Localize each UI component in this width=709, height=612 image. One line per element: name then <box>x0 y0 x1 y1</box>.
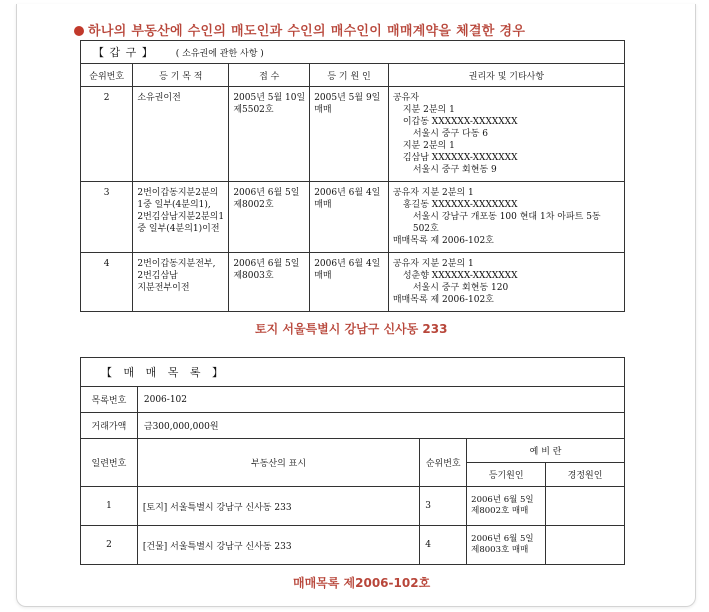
header-receipt: 접 수 <box>229 64 310 87</box>
price-value: 금300,000,000원 <box>137 413 624 439</box>
cell-line: 제8003호 <box>233 271 274 281</box>
rights-line: 공유자 지분 2분의 1 <box>392 259 474 269</box>
table-row <box>81 526 625 565</box>
header-reserve: 예 비 란 <box>467 439 625 463</box>
item-serial: 2 <box>81 526 138 565</box>
cell-line: 제8002호 <box>233 200 274 210</box>
cell-line: 매매 <box>314 200 332 210</box>
table-row <box>81 182 625 253</box>
cell-receipt <box>229 182 310 253</box>
item-serial: 1 <box>81 487 138 526</box>
cell-purpose <box>133 182 229 253</box>
table-row <box>81 487 625 526</box>
rights-line: 이갑동 XXXXXX-XXXXXXX <box>402 117 518 127</box>
cell-line: 2005년 5월 9일 <box>314 93 381 103</box>
sale-list-title: 【 매 매 목 록 】 <box>101 366 227 379</box>
header-serial: 일련번호 <box>81 439 138 487</box>
cell-line: 2번김삼남지분2분의1 <box>137 212 225 222</box>
rights-line: 매매목록 제 2006-102호 <box>392 236 494 246</box>
rights-line: 서울시 중구 회현동 120 <box>412 283 509 293</box>
cell-purpose <box>133 87 229 182</box>
price-label: 거래가액 <box>81 413 138 439</box>
header-sale-rank: 순위번호 <box>420 439 467 487</box>
cell-rank: 4 <box>81 253 133 312</box>
list-number-label: 목록번호 <box>81 387 138 413</box>
sale-list-table <box>80 357 625 565</box>
cell-receipt <box>229 253 310 312</box>
item-correction <box>546 526 625 565</box>
cell-line: 2005년 5월 10일 <box>233 93 306 103</box>
cell-line: 매매 <box>314 271 332 281</box>
cell-purpose <box>133 253 229 312</box>
section-heading <box>74 20 525 39</box>
sale-list-title-row <box>81 358 625 387</box>
cell-rank: 2 <box>81 87 133 182</box>
cell-line: 매매 <box>314 105 332 115</box>
cell-rights <box>388 253 624 312</box>
rights-line: 매매목록 제 2006-102호 <box>392 295 494 305</box>
section-heading-text: 하나의 부동산에 수인의 매도인과 수인의 매수인이 매매계약을 체결한 경우 <box>88 24 526 39</box>
cell-line: 제8003호 매매 <box>471 545 529 555</box>
cell-rank: 3 <box>81 182 133 253</box>
list-number-value: 2006-102 <box>137 387 624 413</box>
gap-gu-table <box>80 40 625 312</box>
item-property: [토지] 서울특별시 강남구 신사동 233 <box>137 487 419 526</box>
cell-line: 2번김삼남 <box>137 271 178 281</box>
header-correction: 경정원인 <box>546 463 625 487</box>
rights-line: 홍길동 XXXXXX-XXXXXXX <box>402 200 518 210</box>
item-rank: 3 <box>420 487 467 526</box>
header-cause: 등 기 원 인 <box>310 64 389 87</box>
cell-line: 2006년 6월 5일 <box>471 534 534 544</box>
rights-line: 공유자 <box>392 93 419 103</box>
rights-line: 지분 2분의 1 <box>402 105 455 115</box>
item-correction <box>546 487 625 526</box>
item-cause <box>467 487 546 526</box>
rights-line: 서울시 강남구 개포동 100 현대 1차 아파트 5동 <box>412 212 601 222</box>
header-rank: 순위번호 <box>81 64 133 87</box>
cell-line: 제5502호 <box>233 105 274 115</box>
cell-line: 중 일부(4분의1)이전 <box>137 224 220 234</box>
cell-line: 2번이갑동지분2분의 <box>137 188 219 198</box>
land-caption: 토지 서울특별시 강남구 신사동 233 <box>255 322 448 336</box>
sale-header-row <box>81 439 625 463</box>
header-purpose: 등 기 목 적 <box>133 64 229 87</box>
cell-rights <box>388 87 624 182</box>
item-rank: 4 <box>420 526 467 565</box>
cell-line: 제8002호 매매 <box>471 506 529 516</box>
header-rights: 권리자 및 기타사항 <box>388 64 624 87</box>
cell-line: 1중 일부(4분의1), <box>137 200 211 210</box>
header-property: 부동산의 표시 <box>137 439 419 487</box>
rights-line: 서울시 중구 회현동 9 <box>412 165 497 175</box>
table-row <box>81 253 625 312</box>
rights-line: 공유자 지분 2분의 1 <box>392 188 474 198</box>
cell-line: 2006년 6월 4일 <box>314 188 381 198</box>
header-reg-cause: 등기원인 <box>467 463 546 487</box>
cell-cause <box>310 87 389 182</box>
bullet-dot-icon <box>74 26 84 36</box>
gap-gu-title-row <box>81 41 625 64</box>
cell-cause <box>310 253 389 312</box>
rights-line: 김삼남 XXXXXX-XXXXXXX <box>402 153 518 163</box>
table-row <box>81 87 625 182</box>
gap-gu-title: 【 갑 구 】 <box>93 46 154 59</box>
cell-line: 지분전부이전 <box>137 283 190 293</box>
cell-rights <box>388 182 624 253</box>
price-row <box>81 413 625 439</box>
gap-gu-header-row <box>81 64 625 87</box>
sale-list-caption: 매매목록 제2006-102호 <box>293 576 431 590</box>
rights-line: 지분 2분의 1 <box>402 141 455 151</box>
cell-cause <box>310 182 389 253</box>
cell-line: 2번이갑동지분전부, <box>137 259 216 269</box>
list-number-row <box>81 387 625 413</box>
gap-gu-subtitle: ( 소유권에 관한 사항 ) <box>175 49 264 59</box>
rights-line: 성춘향 XXXXXX-XXXXXXX <box>402 271 518 281</box>
cell-line: 2006년 6월 4일 <box>314 259 381 269</box>
cell-line: 2006년 6월 5일 <box>233 188 300 198</box>
item-cause <box>467 526 546 565</box>
item-property: [건물] 서울특별시 강남구 신사동 233 <box>137 526 419 565</box>
cell-line: 소유권이전 <box>137 93 181 103</box>
cell-line: 2006년 6월 5일 <box>233 259 300 269</box>
rights-line: 502호 <box>412 224 439 234</box>
cell-line: 2006년 6월 5일 <box>471 495 534 505</box>
rights-line: 서울시 중구 다동 6 <box>412 129 489 139</box>
cell-receipt <box>229 87 310 182</box>
